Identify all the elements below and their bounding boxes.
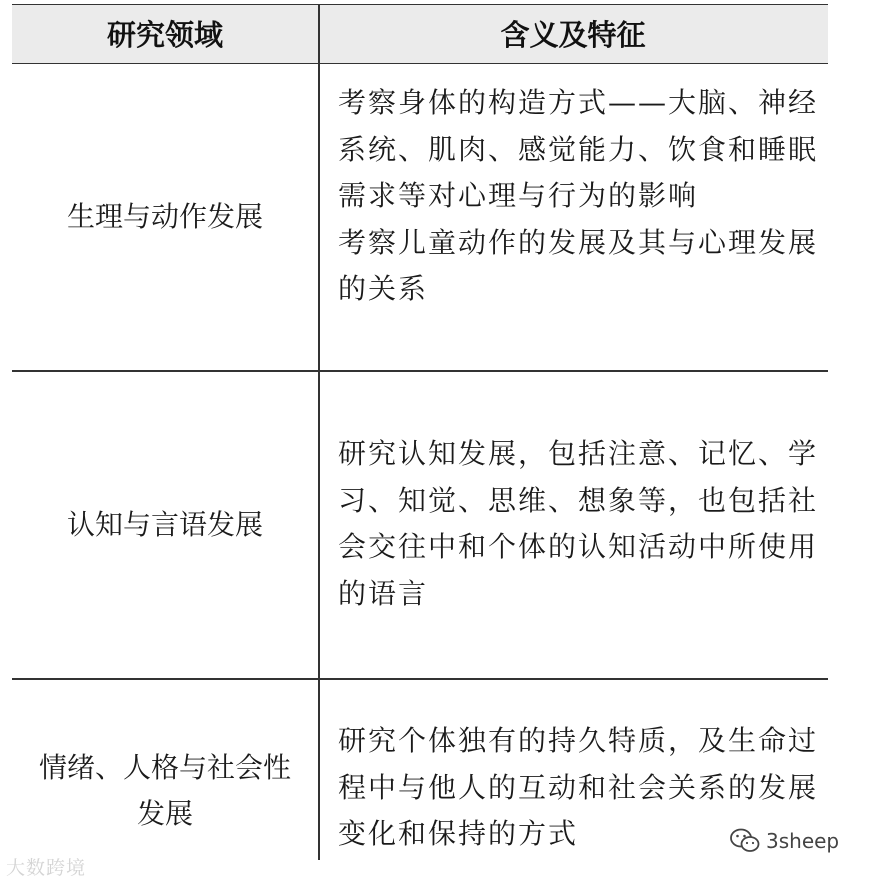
meaning-paragraph: 考察儿童动作的发展及其与心理发展的关系 [338,225,819,305]
row-divider [12,678,828,680]
header-research-field: 研究领域 [106,18,223,52]
watermark-right-text: 3sheep [766,829,840,853]
watermark-left-text: 大数跨境 [6,857,87,879]
development-table [12,4,828,884]
table-header-row [12,4,828,64]
meaning-paragraph: 考察身体的构造方式——大脑、神经系统、肌肉、感觉能力、饮食和睡眠需求等对心理与行为的影响 [338,86,819,212]
table-row-field: 情绪、人格与社会性发展 [38,751,291,830]
wechat-icon [730,828,760,854]
meaning-paragraph: 研究认知发展，包括注意、记忆、学习、知觉、思维、想象等，也包括社会交往中和个体的认知活动中所使用的语言 [338,437,819,610]
table-row-field: 生理与动作发展 [66,200,263,233]
table-row-meaning [338,431,826,617]
table-row-field: 认知与言语发展 [66,508,263,541]
column-divider [318,4,320,860]
table-row-meaning [338,80,826,313]
watermark-left [6,853,86,880]
watermark-right [730,828,839,854]
header-meaning-features: 含义及特征 [500,18,646,52]
meaning-paragraph: 研究个体独有的持久特质，及生命过程中与他人的互动和社会关系的发展变化和保持的方式 [338,724,819,850]
